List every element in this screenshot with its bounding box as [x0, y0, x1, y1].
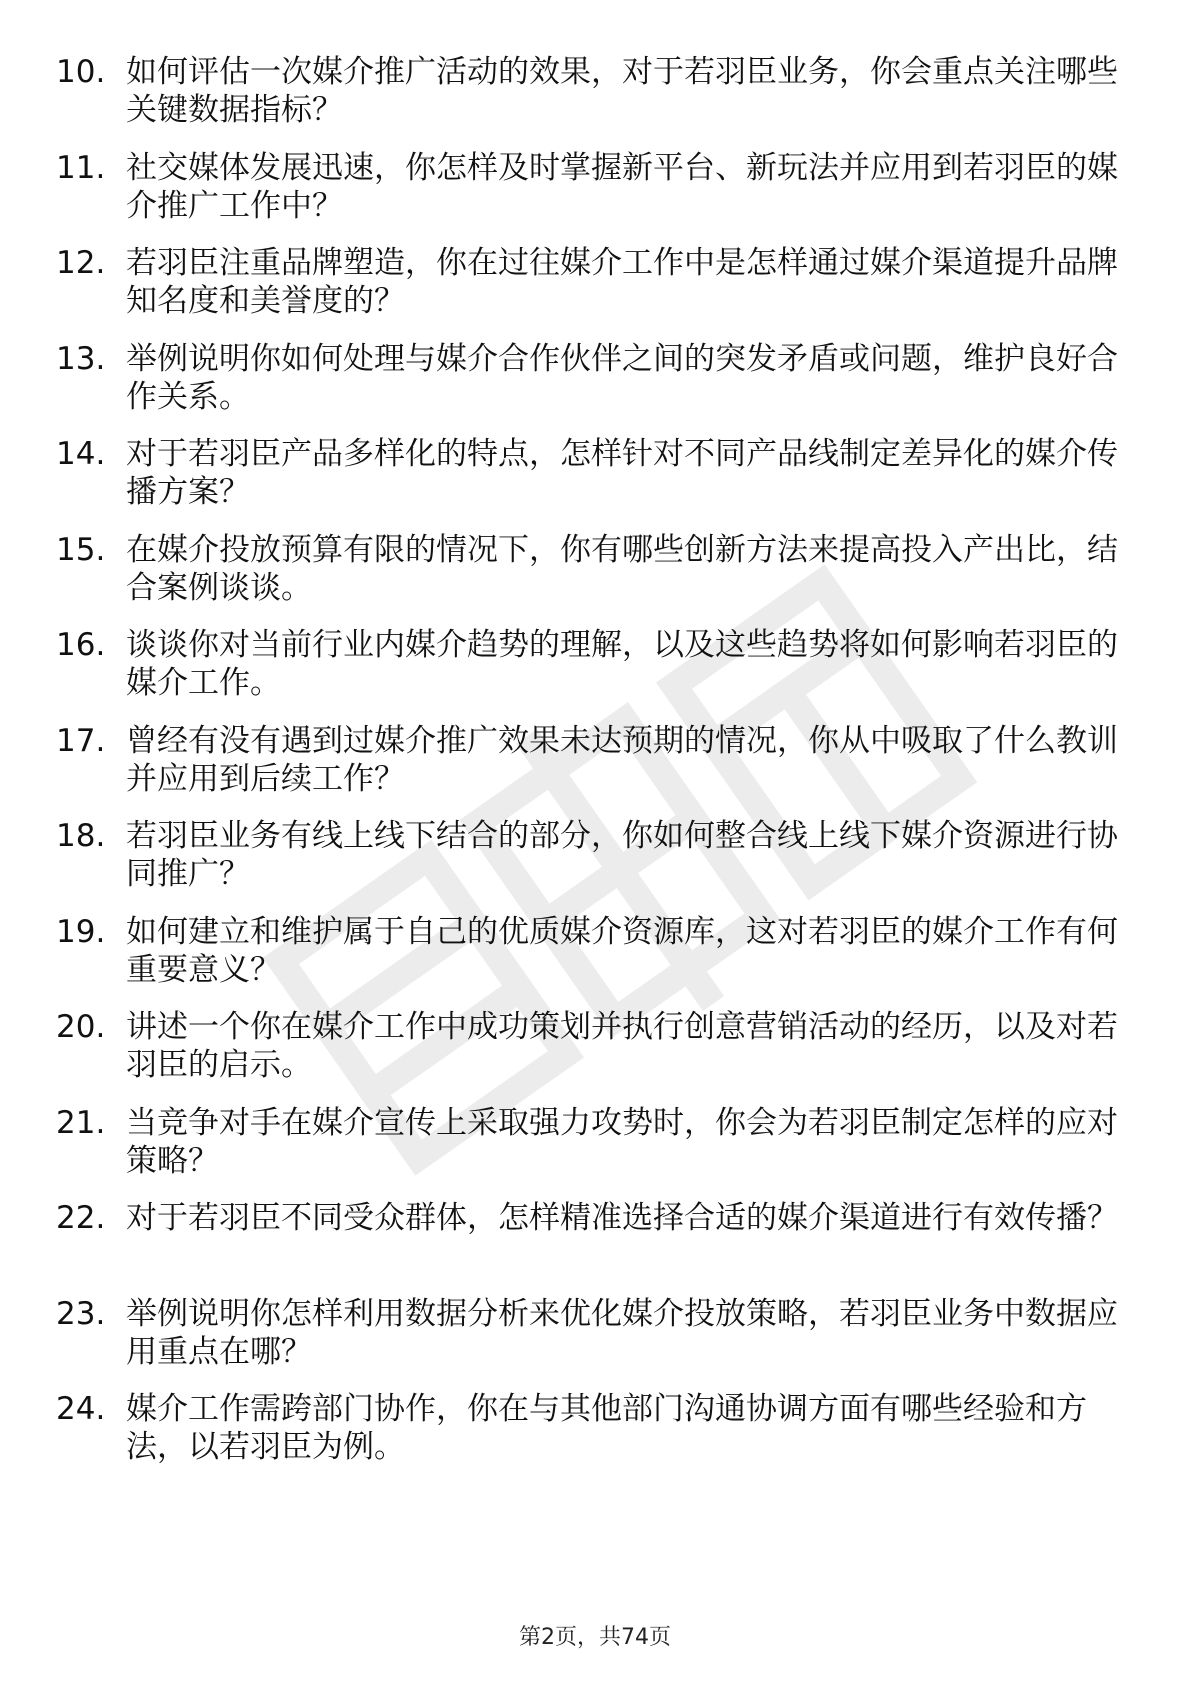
- question-text: 举例说明你如何处理与媒介合作伙伴之间的突发矛盾或问题，维护良好合作关系。: [126, 341, 1118, 415]
- question-text: 如何评估一次媒介推广活动的效果，对于若羽臣业务，你会重点关注哪些关键数据指标？: [126, 54, 1118, 128]
- question-text: 如何建立和维护属于自己的优质媒介资源库，这对若羽臣的媒介工作有何重要意义？: [126, 914, 1118, 988]
- question-item: [56, 817, 1136, 893]
- question-item: [56, 340, 1136, 416]
- question-item: [56, 626, 1136, 702]
- question-text: 讲述一个你在媒介工作中成功策划并执行创意营销活动的经历，以及对若羽臣的启示。: [126, 1009, 1118, 1083]
- question-text: 谈谈你对当前行业内媒介趋势的理解，以及这些趋势将如何影响若羽臣的媒介工作。: [126, 627, 1118, 701]
- question-text: 曾经有没有遇到过媒介推广效果未达预期的情况，你从中吸取了什么教训并应用到后续工作？: [126, 723, 1118, 797]
- question-item: [56, 722, 1136, 798]
- question-text: 若羽臣注重品牌塑造，你在过往媒介工作中是怎样通过媒介渠道提升品牌知名度和美誉度的？: [126, 245, 1118, 319]
- question-item: [56, 244, 1136, 320]
- question-item: [56, 149, 1136, 225]
- question-item: [56, 913, 1136, 989]
- question-number: 17.: [56, 723, 106, 759]
- question-number: 20.: [56, 1009, 106, 1045]
- question-item: [56, 1390, 1136, 1466]
- question-text: 对于若羽臣产品多样化的特点，怎样针对不同产品线制定差异化的媒介传播方案？: [126, 436, 1118, 510]
- question-text: 在媒介投放预算有限的情况下，你有哪些创新方法来提高投入产出比，结合案例谈谈。: [126, 532, 1118, 606]
- question-text: 当竞争对手在媒介宣传上采取强力攻势时，你会为若羽臣制定怎样的应对策略？: [126, 1105, 1118, 1179]
- question-number: 15.: [56, 532, 106, 568]
- question-item: [56, 1008, 1136, 1084]
- question-text: 若羽臣业务有线上线下结合的部分，你如何整合线上线下媒介资源进行协同推广？: [126, 818, 1118, 892]
- question-text: 社交媒体发展迅速，你怎样及时掌握新平台、新玩法并应用到若羽臣的媒介推广工作中？: [126, 150, 1118, 224]
- question-item: [56, 53, 1136, 129]
- question-text: 对于若羽臣不同受众群体，怎样精准选择合适的媒介渠道进行有效传播？: [126, 1200, 1118, 1236]
- question-item: [56, 1199, 1136, 1237]
- question-item: [56, 1104, 1136, 1180]
- question-text: 举例说明你怎样利用数据分析来优化媒介投放策略，若羽臣业务中数据应用重点在哪？: [126, 1296, 1118, 1370]
- page-number: 第2页，共74页: [519, 1625, 671, 1650]
- question-number: 10.: [56, 54, 106, 90]
- question-item: [56, 435, 1136, 511]
- question-number: 14.: [56, 436, 106, 472]
- question-number: 13.: [56, 341, 106, 377]
- question-number: 16.: [56, 627, 106, 663]
- question-number: 18.: [56, 818, 106, 854]
- question-number: 24.: [56, 1391, 106, 1427]
- question-number: 19.: [56, 914, 106, 950]
- question-number: 21.: [56, 1105, 106, 1141]
- question-number: 12.: [56, 245, 106, 281]
- question-item: [56, 1295, 1136, 1371]
- question-item: [56, 531, 1136, 607]
- question-number: 11.: [56, 150, 106, 186]
- question-text: 媒介工作需跨部门协作，你在与其他部门沟通协调方面有哪些经验和方法，以若羽臣为例。: [126, 1391, 1087, 1465]
- question-number: 22.: [56, 1200, 106, 1236]
- question-number: 23.: [56, 1296, 106, 1332]
